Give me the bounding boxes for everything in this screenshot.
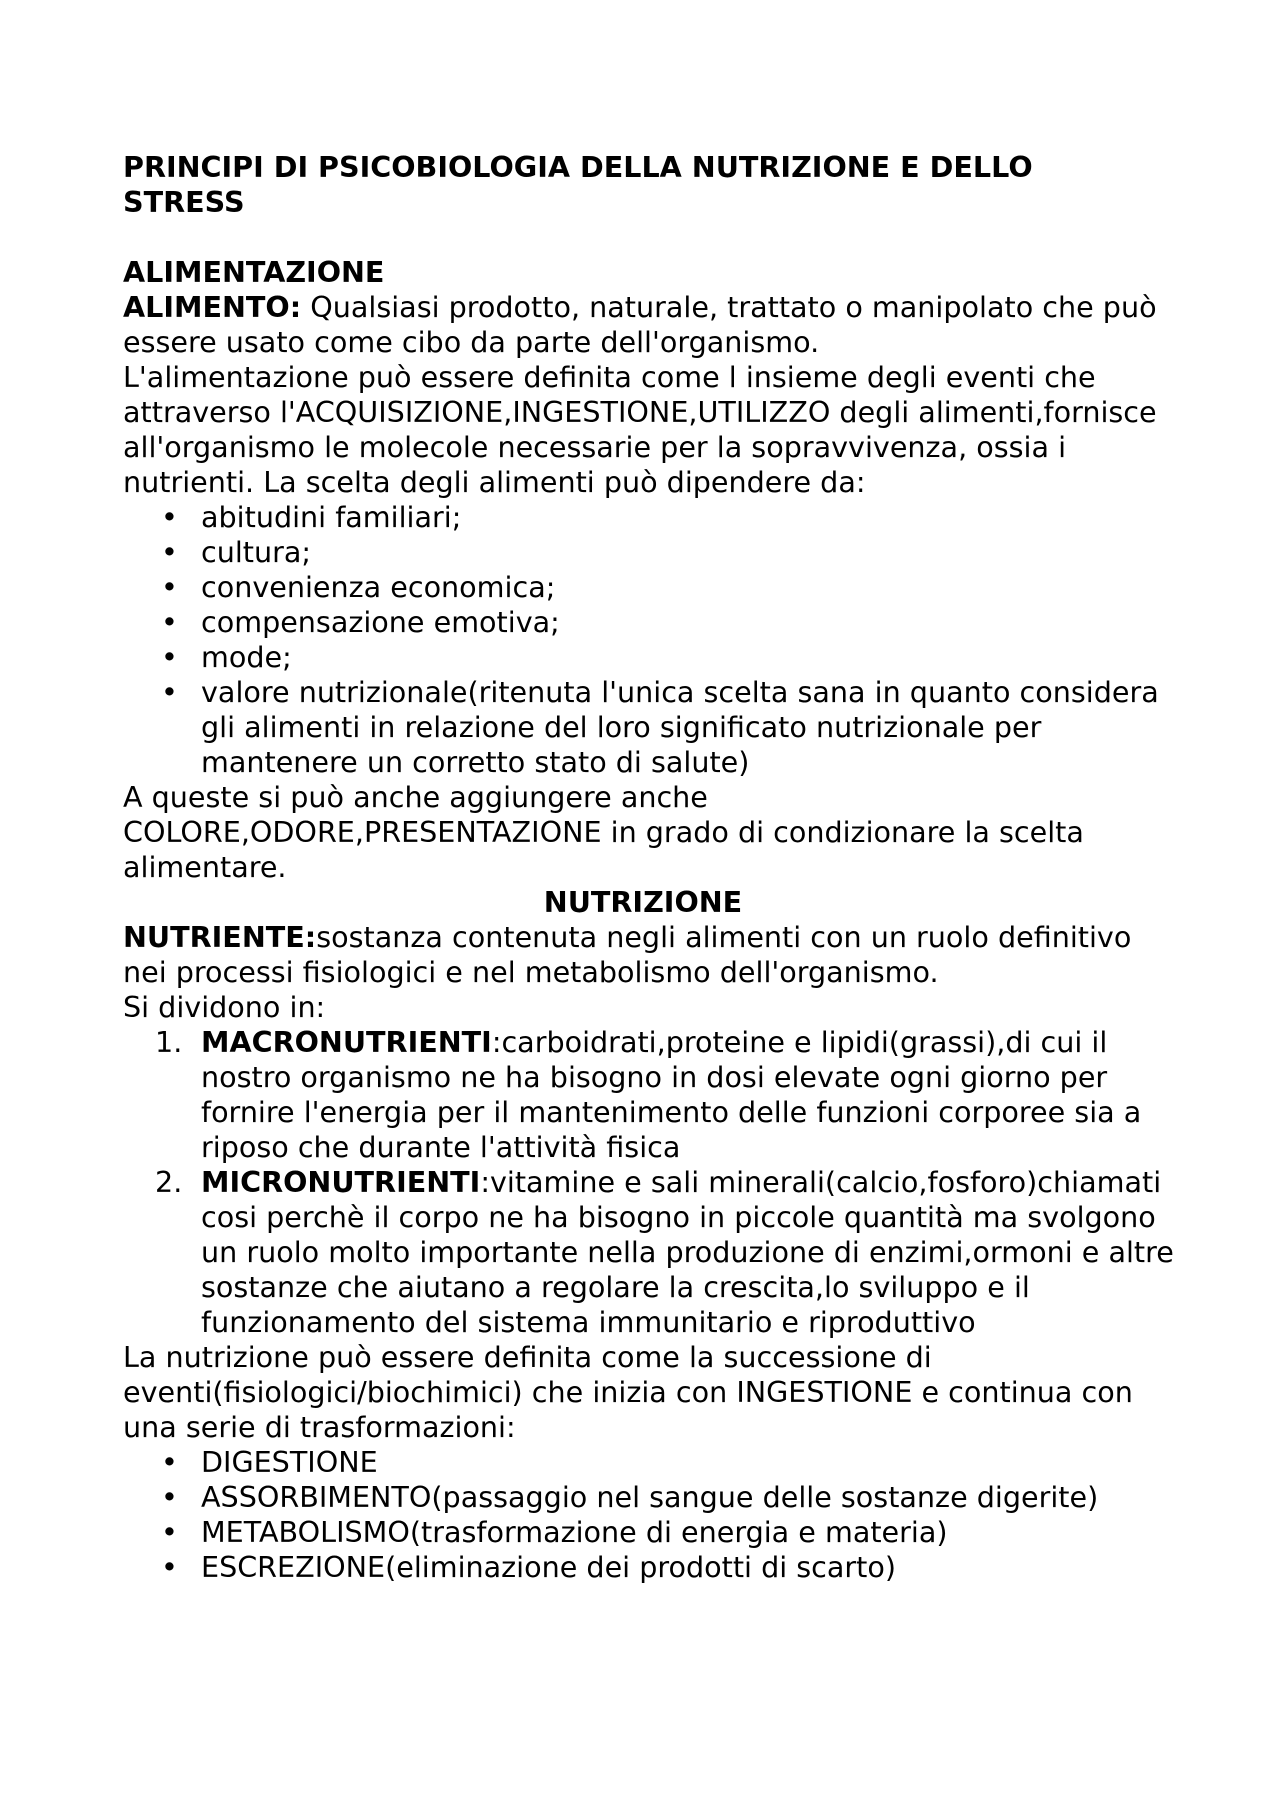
list-item <box>123 605 1183 640</box>
bullet-icon: • <box>161 1550 178 1584</box>
list-item <box>123 640 1183 675</box>
list-item-term: MICRONUTRIENTI <box>201 1165 481 1199</box>
list-item <box>123 1480 1183 1515</box>
definition-text: sostanza contenuta negli alimenti con un ruolo definitivo nei processi fisiologici e nel metabolismo dell'organismo. <box>123 920 1132 989</box>
list-item-text: valore nutrizionale(ritenuta l'unica scelta sana in quanto considera gli alimenti in relazione del loro significato nutrizionale per mantenere un corretto stato di salute) <box>201 675 1159 779</box>
list-item-text: DIGESTIONE <box>201 1445 378 1479</box>
list-item-text: cultura; <box>201 535 312 569</box>
list-item-text: compensazione emotiva; <box>201 605 560 639</box>
bullet-icon: • <box>161 1445 178 1479</box>
paragraph-nutrizione: La nutrizione può essere definita come la successione di eventi(fisiologici/biochimici) che inizia con INGESTIONE e continua con una serie di trasformazioni: <box>123 1340 1133 1444</box>
list-item-text: ESCREZIONE(eliminazione dei prodotti di scarto) <box>201 1550 897 1584</box>
paragraph-intro: Si dividono in: <box>123 990 326 1024</box>
section-heading-alimentazione: ALIMENTAZIONE <box>123 255 385 289</box>
bullet-icon: • <box>161 1515 178 1549</box>
document-page <box>123 150 1183 1585</box>
bullet-icon: • <box>161 605 178 639</box>
list-item <box>123 1165 1183 1340</box>
list-item <box>123 535 1183 570</box>
list-nutrienti <box>123 1025 1183 1340</box>
definition-term: NUTRIENTE: <box>123 920 317 954</box>
list-item-text: :carboidrati,proteine e lipidi(grassi),di cui il nostro organismo ne ha bisogno in dosi elevate ogni giorno per fornire l'energia per il mantenimento delle funzioni corporee sia a riposo che durante l'attività fisica <box>201 1025 1142 1164</box>
definition-text: Qualsiasi prodotto, naturale, trattato o manipolato che può essere usato come cibo da parte dell'organismo. <box>123 290 1157 359</box>
list-item-text: mode; <box>201 640 292 674</box>
bullet-icon: • <box>161 500 178 534</box>
definition-alimento <box>123 290 1183 360</box>
list-scelta-alimenti <box>123 500 1183 780</box>
list-item-term: MACRONUTRIENTI <box>201 1025 492 1059</box>
list-item <box>123 500 1183 535</box>
bullet-icon: • <box>161 675 178 709</box>
list-item <box>123 1025 1183 1165</box>
list-trasformazioni <box>123 1445 1183 1585</box>
list-item-text: METABOLISMO(trasformazione di energia e materia) <box>201 1515 948 1549</box>
document-title: PRINCIPI DI PSICOBIOLOGIA DELLA NUTRIZIONE E DELLO STRESS <box>123 150 1033 219</box>
list-number: 2. <box>155 1165 183 1199</box>
list-item <box>123 1550 1183 1585</box>
list-item-text: abitudini familiari; <box>201 500 462 534</box>
list-item <box>123 1445 1183 1480</box>
list-item <box>123 1515 1183 1550</box>
list-number: 1. <box>155 1025 183 1059</box>
section-heading-nutrizione: NUTRIZIONE <box>543 885 743 919</box>
paragraph-aggiunta: A queste si può anche aggiungere anche COLORE,ODORE,PRESENTAZIONE in grado di condizionare la scelta alimentare. <box>123 780 1084 884</box>
list-item <box>123 675 1183 780</box>
bullet-icon: • <box>161 640 178 674</box>
bullet-icon: • <box>161 535 178 569</box>
definition-term: ALIMENTO: <box>123 290 302 324</box>
bullet-icon: • <box>161 570 178 604</box>
paragraph-alimentazione: L'alimentazione può essere definita come l insieme degli eventi che attraverso l'ACQUISIZIONE,INGESTIONE,UTILIZZO degli alimenti,fornisce all'organismo le molecole necessarie per la sopravvivenza, ossia i nutrienti. La scelta degli alimenti può dipendere da: <box>123 360 1157 499</box>
list-item-text: ASSORBIMENTO(passaggio nel sangue delle sostanze digerite) <box>201 1480 1099 1514</box>
list-item-text: :vitamine e sali minerali(calcio,fosforo)chiamati cosi perchè il corpo ne ha bisogno in piccole quantità ma svolgono un ruolo molto importante nella produzione di enzimi,ormoni e altre sostanze che aiutano a regolare la crescita,lo sviluppo e il funzionamento del sistema immunitario e riproduttivo <box>201 1165 1174 1339</box>
list-item <box>123 570 1183 605</box>
definition-nutriente <box>123 920 1183 990</box>
list-item-text: convenienza economica; <box>201 570 556 604</box>
bullet-icon: • <box>161 1480 178 1514</box>
